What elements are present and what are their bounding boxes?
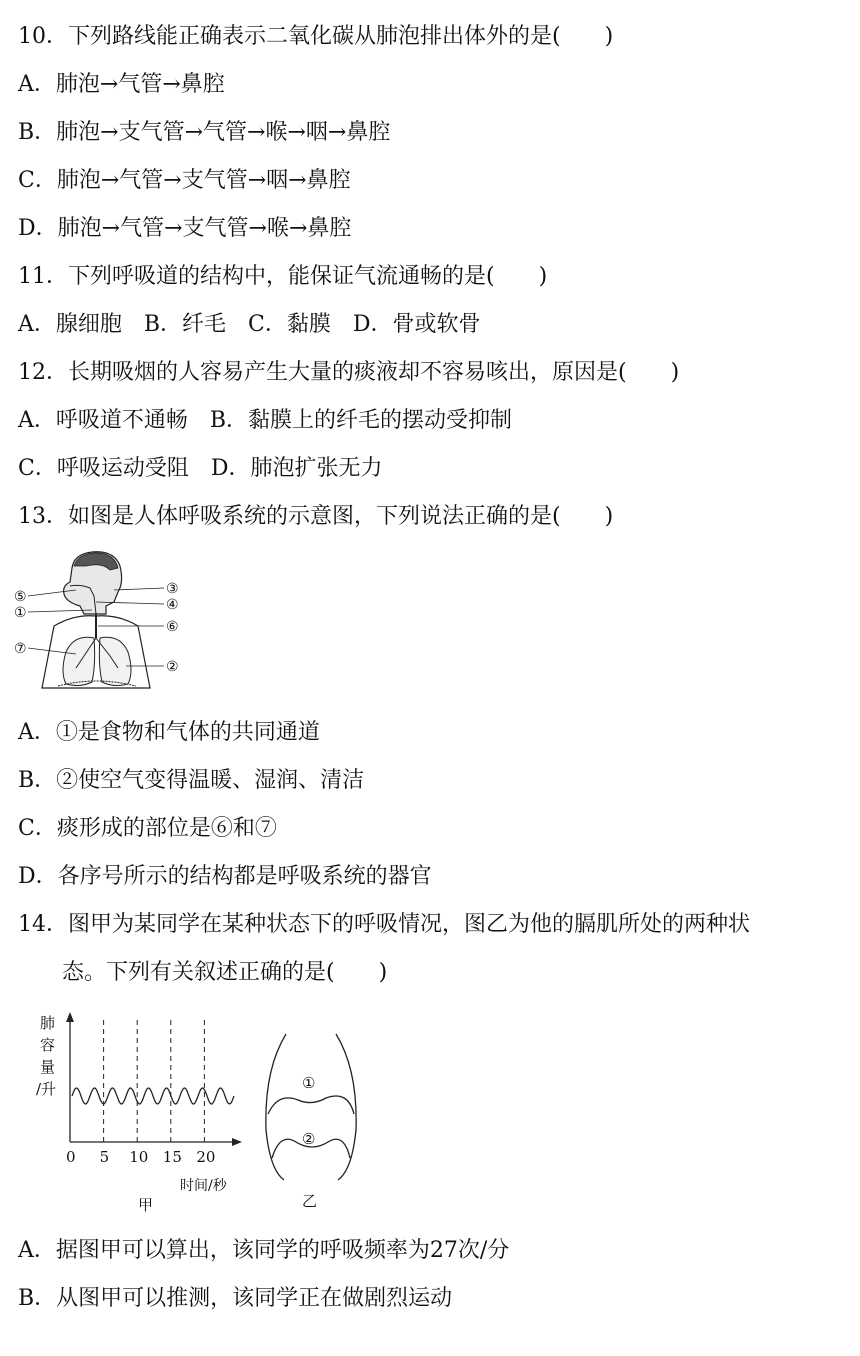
- q12-stem: 12．长期吸烟的人容易产生大量的痰液却不容易咳出，原因是( ): [18, 360, 680, 385]
- fig13-label-5: ⑤: [14, 589, 27, 605]
- chart-x-arrow: [232, 1138, 242, 1146]
- fig13-label-3: ③: [166, 581, 179, 597]
- q13-stem: 13．如图是人体呼吸系统的示意图，下列说法正确的是( ): [18, 504, 614, 529]
- respiratory-system-figure: [14, 548, 204, 694]
- q14-stem-line1: 14．图甲为某同学在某种状态下的呼吸情况，图乙为他的膈肌所处的两种状: [18, 912, 750, 937]
- q14-option-a: A．据图甲可以算出，该同学的呼吸频率为27次/分: [18, 1238, 510, 1263]
- fig13-label-2: ②: [166, 659, 179, 675]
- fig13-label-7: ⑦: [14, 641, 27, 657]
- q13-option-b: B．②使空气变得温暖、湿润、清洁: [18, 768, 365, 793]
- q14-stem-line2: 态。下列有关叙述正确的是( ): [62, 960, 388, 985]
- diaphragm-figure: [256, 1030, 366, 1216]
- q13-option-d: D．各序号所示的结构都是呼吸系统的器官: [18, 864, 432, 889]
- diaphragm-caption-yi: 乙: [302, 1192, 318, 1210]
- q10-option-b: B．肺泡→支气管→气管→喉→咽→鼻腔: [18, 120, 391, 145]
- lung-volume-series-line: [72, 1088, 234, 1104]
- chart-ylabel-1: 肺: [40, 1014, 56, 1032]
- chart-x-tick-5: 5: [99, 1148, 110, 1166]
- chart-x-tick-20: 20: [196, 1148, 216, 1166]
- chart-y-arrow: [66, 1012, 74, 1022]
- lung-volume-chart: [34, 1010, 254, 1212]
- q10-stem: 10．下列路线能正确表示二氧化碳从肺泡排出体外的是( ): [18, 24, 614, 49]
- q13-option-c: C．痰形成的部位是⑥和⑦: [18, 816, 277, 841]
- q12-options-cd: C．呼吸运动受阻 D．肺泡扩张无力: [18, 456, 383, 481]
- q14-option-b: B．从图甲可以推测，该同学正在做剧烈运动: [18, 1286, 453, 1311]
- diaphragm-label-2: ②: [302, 1130, 316, 1148]
- diaphragm-state-1-curve: [268, 1096, 354, 1114]
- q13-option-a: A．①是食物和气体的共同通道: [18, 720, 320, 745]
- chart-ylabel-2: 容: [40, 1036, 56, 1054]
- chart-x-tick-10: 10: [129, 1148, 149, 1166]
- fig13-label-1: ①: [14, 605, 27, 621]
- q10-option-a: A．肺泡→气管→鼻腔: [18, 72, 225, 97]
- chart-xlabel: 时间/秒: [180, 1178, 227, 1194]
- fig13-label-6: ⑥: [166, 619, 179, 635]
- q12-options-ab: A．呼吸道不通畅 B．黏膜上的纤毛的摆动受抑制: [18, 408, 513, 433]
- q11-stem: 11．下列呼吸道的结构中，能保证气流通畅的是( ): [18, 264, 548, 289]
- q10-option-d: D．肺泡→气管→支气管→喉→鼻腔: [18, 216, 352, 241]
- chart-ylabel-3: 量: [40, 1058, 56, 1076]
- chart-x-tick-15: 15: [162, 1148, 182, 1166]
- fig13-label-4: ④: [166, 597, 179, 613]
- chart-x-tick-0: 0: [66, 1148, 76, 1166]
- q10-option-c: C．肺泡→气管→支气管→咽→鼻腔: [18, 168, 351, 193]
- chart-ylabel-4: /升: [36, 1080, 57, 1098]
- diaphragm-label-1: ①: [302, 1074, 316, 1092]
- chart-caption-jia: 甲: [138, 1196, 154, 1212]
- q11-options: A．腺细胞 B．纤毛 C．黏膜 D．骨或软骨: [18, 312, 481, 337]
